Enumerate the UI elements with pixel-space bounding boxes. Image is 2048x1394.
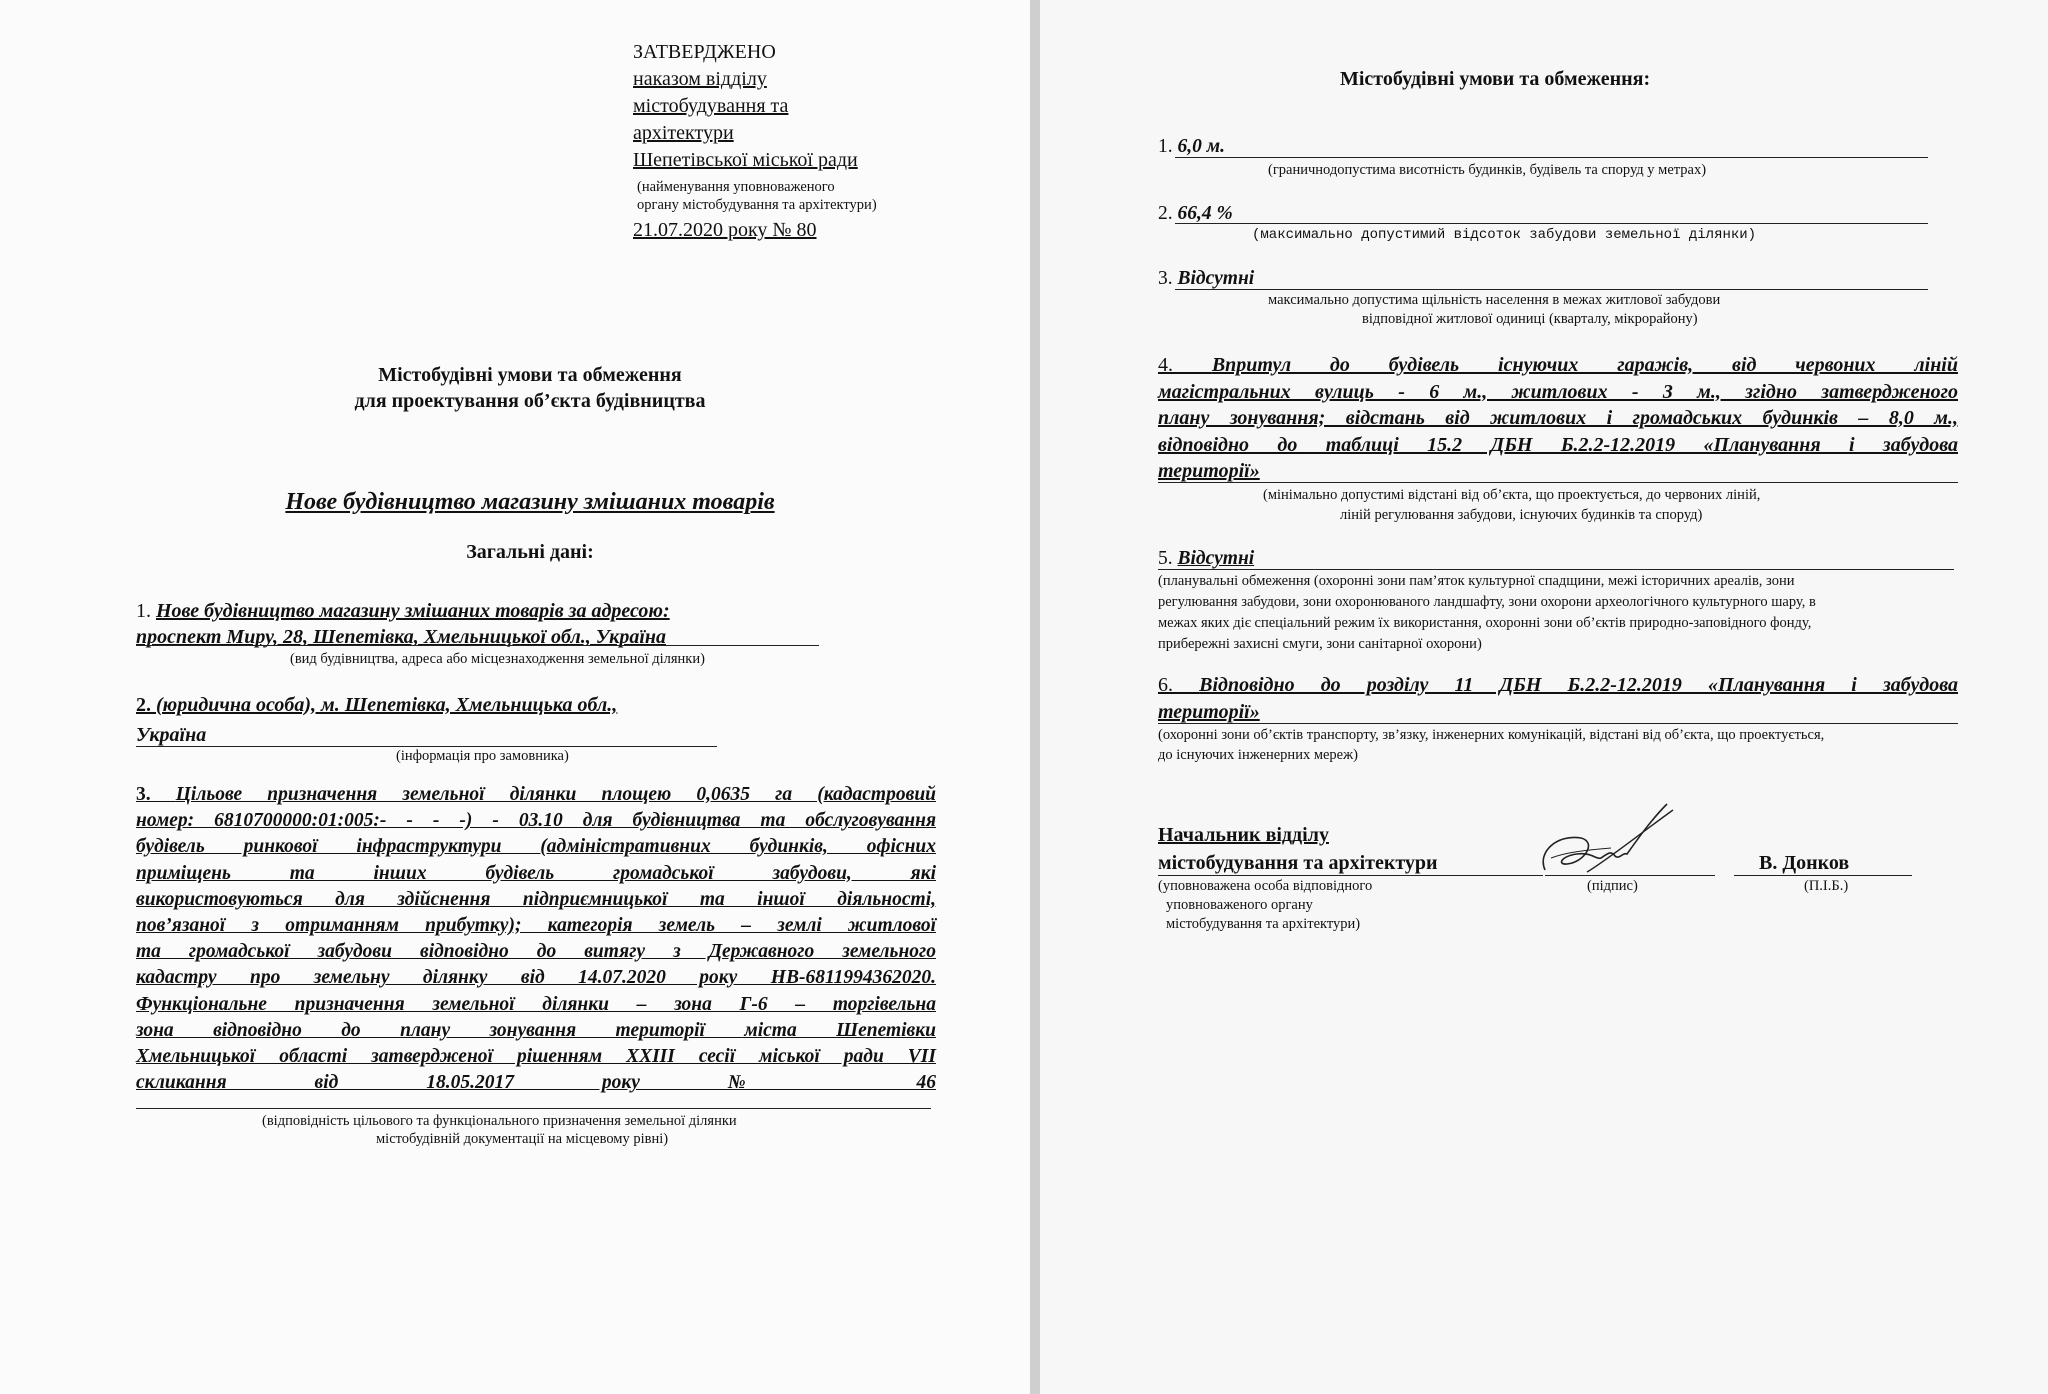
condition6-caption1: (охоронні зони об’єктів транспорту, зв’язку, інженерних комунікацій, відстані від об’єкта, що проектується, bbox=[1158, 727, 1825, 743]
document-title-line2: для проектування об’єкта будівництва bbox=[354, 390, 706, 412]
item3-line: пов’язаної з отриманням прибутку); категорія земель – землі житлової bbox=[136, 915, 936, 937]
condition4-caption2: ліній регулювання забудови, існуючих будинків та споруд) bbox=[1340, 507, 1703, 523]
document-title-line1: Містобудівні умови та обмеження bbox=[378, 364, 682, 386]
item3-underline bbox=[136, 1108, 931, 1109]
condition2-underline bbox=[1175, 223, 1928, 224]
condition2-value: 66,4 % bbox=[1177, 203, 1233, 224]
item3-line: кадастру про земельну ділянку від 14.07.2020 року НВ-6811994362020. bbox=[136, 967, 936, 989]
condition1-caption: (граничнодопустима висотність будинків, будівель та споруд у метрах) bbox=[1268, 162, 1707, 178]
item3-line: 3. Цільове призначення земельної ділянки площею 0,0635 га (кадастровий bbox=[136, 784, 937, 805]
signature-underline bbox=[1545, 875, 1715, 876]
condition5-value: Відсутні bbox=[1177, 548, 1255, 569]
item1-text1: Нове будівництво магазину змішаних товарів за адресою: bbox=[156, 600, 670, 622]
approval-caption2: органу містобудування та архітектури) bbox=[637, 197, 877, 213]
condition5-number: 5. bbox=[1158, 548, 1173, 569]
signatory-name: В. Донков bbox=[1759, 852, 1850, 874]
page-gap bbox=[1030, 0, 1040, 1394]
item2-number: 2. bbox=[136, 694, 156, 716]
condition3-value: Відсутні bbox=[1177, 268, 1255, 289]
approval-line1: наказом відділу bbox=[633, 68, 767, 90]
condition5-caption: (планувальні обмеження (охоронні зони пам’яток культурної спадщини, межі історичних ареалів, зони регулювання забудови, зони охоронюваного ландшафту, зони охорони археологічного культурного шару, в межах яких діє спеціальний режим їх використання, охоронні зони об’єктів природно-заповідного фонду, прибережні захисні смуги, зони санітарної охорони) bbox=[1158, 573, 1816, 652]
item2-line2: Україна bbox=[136, 724, 207, 746]
condition4-line: території» bbox=[1158, 460, 1260, 482]
item3-line: номер: 6810700000:01:005:- - - -) - 03.10 для будівництва та обслуговування bbox=[136, 810, 936, 832]
condition6-line: території» bbox=[1158, 701, 1260, 723]
item1-underline bbox=[136, 645, 819, 646]
condition4-line: магістральних вулиць - 6 м., житлових - 3 м., згідно затвердженого bbox=[1158, 380, 1958, 403]
condition4-underline bbox=[1158, 482, 1958, 483]
condition1-value: 6,0 м. bbox=[1177, 136, 1225, 157]
condition6-underline bbox=[1158, 723, 1958, 724]
item3-line: зона відповідно до плану зонування території міста Шепетівки bbox=[136, 1019, 936, 1041]
condition4-text bbox=[1158, 352, 1958, 485]
condition1-underline bbox=[1175, 157, 1928, 158]
item3-line: використовуються для здійснення підприємницької та іншої діяльності, bbox=[136, 888, 936, 910]
condition4-number: 4. bbox=[1158, 354, 1173, 376]
approval-date-line: 21.07.2020 року № 80 bbox=[633, 219, 817, 241]
item1-line1 bbox=[136, 598, 670, 624]
condition4-line: 4. Впритул до будівель існуючих гаражів, від червоних ліній bbox=[1158, 354, 1958, 376]
condition2-number: 2. bbox=[1158, 203, 1173, 224]
condition3-number: 3. bbox=[1158, 268, 1173, 289]
signatory-caption1: (уповноважена особа відповідного bbox=[1158, 878, 1373, 894]
item3-line: будівель ринкової інфраструктури (адміністративних будинків, офісних bbox=[136, 836, 936, 858]
condition3-caption1: максимально допустима щільність населення в межах житлової забудови bbox=[1268, 292, 1721, 308]
signatory-name-underline bbox=[1734, 875, 1912, 876]
conditions-heading: Містобудівні умови та обмеження: bbox=[1340, 68, 1651, 90]
item1-caption: (вид будівництва, адреса або місцезнаходження земельної ділянки) bbox=[290, 651, 705, 667]
item3-text bbox=[136, 782, 936, 1096]
condition1-number: 1. bbox=[1158, 136, 1173, 157]
condition4-line: відповідно до таблиці 15.2 ДБН Б.2.2-12.2019 «Планування і забудова bbox=[1158, 433, 1958, 456]
approval-line3: архітектури bbox=[633, 122, 734, 144]
condition4-line: плану зонування; відстань від житлових і громадських будинків – 8,0 м., bbox=[1158, 407, 1958, 429]
signatory-role-line1: Начальник відділу bbox=[1158, 824, 1329, 846]
approval-line4: Шепетівської міської ради bbox=[633, 149, 858, 171]
condition2-caption: (максимально допустимий відсоток забудови земельної ділянки) bbox=[1252, 227, 1757, 243]
condition5-underline bbox=[1158, 569, 1954, 570]
general-data-heading: Загальні дані: bbox=[466, 541, 594, 563]
condition3-underline bbox=[1175, 289, 1928, 290]
condition6-text bbox=[1158, 672, 1958, 726]
item1-line2: проспект Миру, 28, Шепетівка, Хмельницької обл., Україна bbox=[136, 626, 666, 648]
signatory-role-underline bbox=[1158, 875, 1543, 876]
approval-caption1: (найменування уповноваженого bbox=[637, 179, 835, 195]
signatory-name-caption: (П.І.Б.) bbox=[1804, 878, 1849, 894]
signatory-caption2: уповноваженого органу bbox=[1166, 897, 1313, 913]
item3-line: приміщень та інших будівель громадської забудови, які bbox=[136, 862, 936, 884]
signatory-role-line2: містобудування та архітектури bbox=[1158, 852, 1438, 874]
item3-line: скликання від 18.05.2017 року № 46 bbox=[136, 1072, 936, 1094]
condition6-number: 6. bbox=[1158, 674, 1173, 696]
item2-line1 bbox=[136, 692, 617, 718]
condition4-caption1: (мінімально допустимі відстані від об’єкта, що проектується, до червоних ліній, bbox=[1263, 487, 1761, 503]
item3-line: Функціональне призначення земельної ділянки – зона Г-6 – торгівельна bbox=[136, 993, 936, 1015]
item2-caption: (інформація про замовника) bbox=[396, 748, 569, 764]
signatory-caption3: містобудування та архітектури) bbox=[1166, 916, 1361, 932]
project-name: Нове будівництво магазину змішаних товарів bbox=[285, 489, 775, 515]
handwritten-signature bbox=[1527, 800, 1677, 884]
item1-number: 1. bbox=[136, 600, 156, 622]
right-page bbox=[1040, 0, 2048, 1394]
condition6-line: 6. Відповідно до розділу 11 ДБН Б.2.2-12.2019 «Планування і забудова bbox=[1158, 674, 1959, 696]
item3-line: Хмельницької області затвердженої рішенням ХХIII сесії міської ради VII bbox=[136, 1046, 936, 1068]
item3-caption2: містобудівній документації на місцевому рівні) bbox=[376, 1131, 669, 1147]
approval-line2: містобудування та bbox=[633, 95, 789, 117]
item2-text1: (юридична особа), м. Шепетівка, Хмельницька обл., bbox=[156, 694, 618, 716]
signature-caption: (підпис) bbox=[1587, 878, 1638, 894]
item3-number: 3. bbox=[136, 784, 176, 805]
condition3-caption2: відповідної житлової одиниці (кварталу, мікрорайону) bbox=[1362, 311, 1698, 327]
approval-heading: ЗАТВЕРДЖЕНО bbox=[633, 41, 776, 63]
item3-line: та громадської забудови відповідно до витягу з Державного земельного bbox=[136, 941, 936, 963]
condition6-caption2: до існуючих інженерних мереж) bbox=[1158, 747, 1358, 763]
item3-caption1: (відповідність цільового та функціонального призначення земельної ділянки bbox=[262, 1113, 737, 1129]
